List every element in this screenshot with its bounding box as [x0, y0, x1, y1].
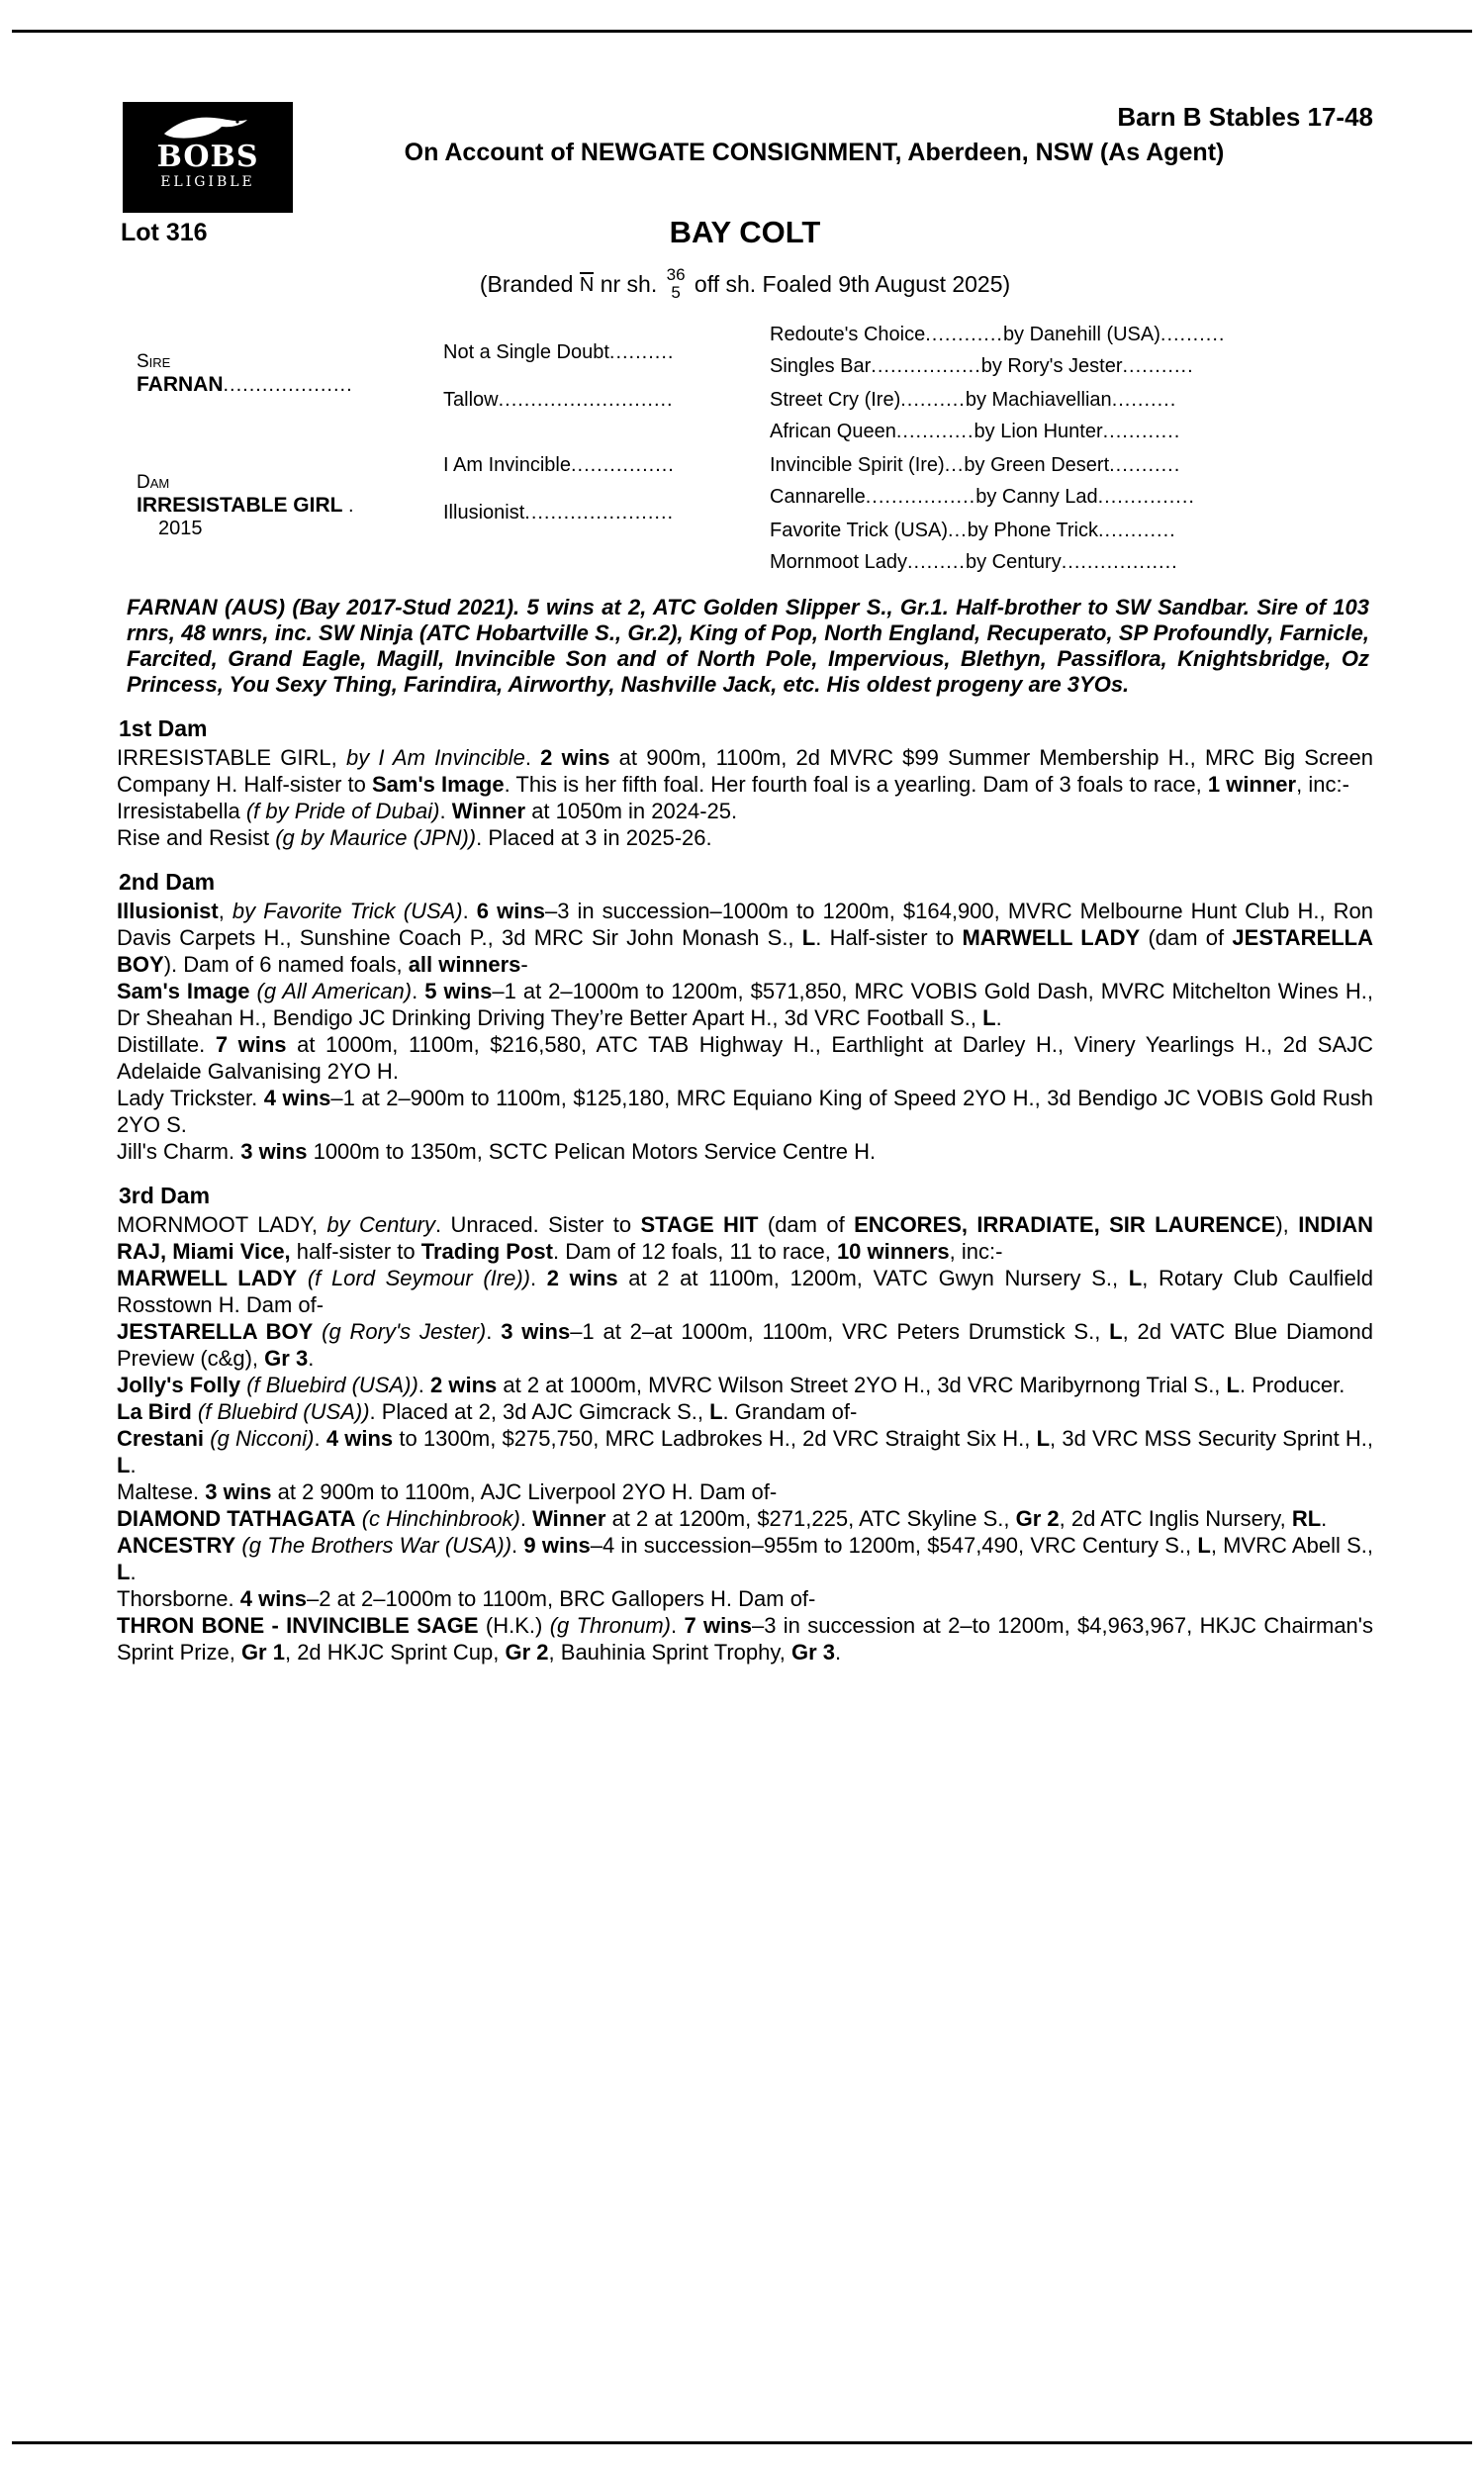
gen3-tail: ............: [1102, 421, 1181, 442]
section-heading: 3rd Dam: [119, 1183, 211, 1208]
pedigree-entry: JESTARELLA BOY (g Rory's Jester). 3 wins–1 at 2–at 1000m, 1100m, VRC Peters Drumstick S., L, 2d VATC Blue Diamond Preview (c&g), Gr 3.: [117, 1319, 1374, 1371]
pedigree-entry: ANCESTRY (g The Brothers War (USA)). 9 wins–4 in succession–955m to 1200m, $547,490, VRC Century S., L, MVRC Abell S., L.: [117, 1533, 1373, 1584]
pedigree-entry: Jill's Charm. 3 wins 1000m to 1350m, SCTC Pelican Motors Service Centre H.: [117, 1139, 877, 1164]
lot-number: Lot 316: [121, 219, 208, 246]
gen2-name: Illusionist: [443, 502, 525, 523]
gen3-by: by Rory's Jester: [980, 355, 1123, 377]
pedigree-entry: Crestani (g Nicconi). 4 wins to 1300m, $275,750, MRC Ladbrokes H., 2d VRC Straight Six H., L, 3d VRC MSS Security Sprint H., L.: [117, 1426, 1374, 1477]
gen2-name: I Am Invincible: [443, 454, 571, 476]
pedigree-entry: La Bird (f Bluebird (USA)). Placed at 2, 3d AJC Gimcrack S., L. Grandam of-: [117, 1399, 858, 1424]
gen2-dots: ................: [570, 454, 675, 476]
dam-name-row: [137, 494, 354, 518]
brand-glyph: N: [579, 274, 595, 297]
section-heading: 2nd Dam: [119, 869, 216, 895]
gen3-dots: ...: [948, 520, 968, 541]
bottom-rule: [12, 2441, 1472, 2444]
barn-stables-label: Barn B Stables 17-48: [1117, 102, 1373, 132]
pedigree-entry: Irresistabella (f by Pride of Dubai). Winner at 1050m in 2024-25.: [117, 799, 738, 823]
pedigree-entry: IRRESISTABLE GIRL, by I Am Invincible. 2 wins at 900m, 1100m, 2d MVRC $99 Summer Membership H., MRC Big Screen Company H. Half-sister to Sam's Image. This is her fifth foal. Her fourth foal is a yearling. Dam of 3 foals to race, 1 winner, inc:-: [117, 745, 1373, 797]
lot-row: [117, 213, 1373, 262]
sire-name: FARNAN: [137, 373, 224, 396]
dam-label: Dam: [137, 472, 170, 493]
gen3-dots: ..........: [900, 389, 966, 411]
gen3-name: Singles Bar: [770, 355, 872, 377]
sire-summary-paragraph: FARNAN (AUS) (Bay 2017-Stud 2021). 5 wins at 2, ATC Golden Slipper S., Gr.1. Half-brother to SW Sandbar. Sire of 103 rnrs, 48 wnrs, inc. SW Ninja (ATC Hobartville S., Gr.2), King of Pop, North England, Recuperato, SP Profoundly, Farnicle, Farcited, Grand Eagle, Magill, Invincible Son and of North Pole, Impervious, Blethyn, Passiflora, Knightsbridge, Oz Princess, You Sexy Thing, Farindira, Airworthy, Nashville Jack, etc. His oldest progeny are 3YOs.: [127, 595, 1369, 697]
gen3-tail: ..........: [1159, 324, 1226, 345]
gen3-by: by Danehill (USA): [1002, 324, 1160, 345]
dam-sections: [117, 715, 1373, 1665]
gen3-tail: ...........: [1122, 355, 1194, 377]
brand-number-top: 36: [666, 265, 686, 284]
pedigree-entry: Illusionist, by Favorite Trick (USA). 6 wins–3 in succession–1000m to 1200m, $164,900, MVRC Melbourne Hunt Club H., Ron Davis Carpets H., Sunshine Coach P., 3d MRC Sir John Monash S., L. Half-sister to MARWELL LADY (dam of JESTARELLA BOY). Dam of 6 named foals, all winners-: [117, 899, 1374, 977]
gen3-by: by Canny Lad: [975, 486, 1098, 508]
sire-name-row: [137, 373, 353, 397]
pedigree-entry: Thorsborne. 4 wins–2 at 2–1000m to 1100m, BRC Gallopers H. Dam of-: [117, 1586, 816, 1611]
gen2-row-1: [443, 341, 674, 364]
gen3-name: Favorite Trick (USA): [770, 520, 949, 541]
bobs-logo-sub: ELIGIBLE: [160, 174, 255, 190]
gen3-row-5: [770, 454, 1180, 477]
gen2-dots: ...........................: [498, 389, 674, 411]
gen3-dots: ............: [895, 421, 974, 442]
pedigree-entry: DIAMOND TATHAGATA (c Hinchinbrook). Winner at 2 at 1200m, $271,225, ATC Skyline S., Gr 2, 2d ATC Inglis Nursery, RL.: [117, 1506, 1328, 1531]
sire-label: Sire: [137, 351, 171, 372]
sire-block: [137, 351, 353, 397]
gen3-tail: ............: [1098, 520, 1176, 541]
gen2-dots: ..........: [608, 341, 675, 363]
brand-number-fraction: [667, 266, 686, 302]
gen3-name: Street Cry (Ire): [770, 389, 901, 411]
gen3-by: by Machiavellian: [965, 389, 1112, 411]
gen3-by: by Century: [965, 551, 1062, 573]
bobs-logo-word: BOBS: [156, 140, 259, 174]
gen2-dots: .......................: [524, 502, 675, 523]
consignment-label: On Account of NEWGATE CONSIGNMENT, Aberdeen, NSW (As Agent): [404, 139, 1225, 166]
header: [117, 74, 1373, 213]
sire-dots: ....................: [223, 374, 353, 396]
gen3-row-8: [770, 551, 1178, 574]
gen3-tail: ...........: [1109, 454, 1181, 476]
gen3-dots: .................: [871, 355, 981, 377]
gen3-dots: .........: [906, 551, 966, 573]
branded-line: [117, 265, 1373, 308]
branded-prefix: (Branded: [479, 271, 574, 298]
gen3-dots: ...: [944, 454, 965, 476]
gen3-row-7: [770, 520, 1176, 542]
section-heading: 1st Dam: [119, 715, 208, 741]
gen3-name: Invincible Spirit (Ire): [770, 454, 945, 476]
gen3-tail: ..................: [1061, 551, 1178, 573]
gen3-by: by Phone Trick: [967, 520, 1098, 541]
gen3-by: by Lion Hunter: [974, 421, 1103, 442]
pedigree-entry: Maltese. 3 wins at 2 900m to 1100m, AJC Liverpool 2YO H. Dam of-: [117, 1479, 778, 1504]
gen3-row-1: [770, 324, 1225, 346]
pedigree-table: [117, 324, 1373, 591]
gen3-name: Redoute's Choice: [770, 324, 926, 345]
page-content: [117, 74, 1373, 1665]
gen3-row-2: [770, 355, 1194, 378]
gen2-row-3: [443, 454, 675, 477]
gen2-name: Tallow: [443, 389, 499, 411]
dam-year: 2015: [158, 518, 203, 539]
top-rule: [12, 30, 1472, 33]
branded-mid: nr sh.: [600, 271, 658, 298]
dam-block: [137, 472, 354, 540]
gen2-row-2: [443, 389, 674, 412]
gen3-tail: ..........: [1111, 389, 1177, 411]
gen3-name: African Queen: [770, 421, 896, 442]
dam-name-dot: .: [348, 495, 354, 517]
gen3-tail: ...............: [1097, 486, 1195, 508]
pedigree-entry: THRON BONE - INVINCIBLE SAGE (H.K.) (g Thronum). 7 wins–3 in succession at 2–to 1200m, $4,963,967, HKJC Chairman's Sprint Prize, Gr 1, 2d HKJC Sprint Cup, Gr 2, Bauhinia Sprint Trophy, Gr 3.: [117, 1613, 1373, 1665]
gen3-dots: .................: [865, 486, 976, 508]
gen3-row-3: [770, 389, 1176, 412]
dam-name: IRRESISTABLE GIRL: [137, 494, 343, 517]
pedigree-entry: MORNMOOT LADY, by Century. Unraced. Sister to STAGE HIT (dam of ENCORES, IRRADIATE, SIR LAURENCE), INDIAN RAJ, Miami Vice, half-sister to Trading Post. Dam of 12 foals, 11 to race, 10 winners, inc:-: [117, 1212, 1373, 1264]
gen2-row-4: [443, 502, 674, 524]
gen3-row-4: [770, 421, 1180, 443]
branded-suffix: off sh. Foaled 9th August 2025): [694, 271, 1011, 298]
gen2-name: Not a Single Doubt: [443, 341, 609, 363]
gen3-name: Mornmoot Lady: [770, 551, 907, 573]
gen3-by: by Green Desert: [964, 454, 1110, 476]
pedigree-entry: Lady Trickster. 4 wins–1 at 2–900m to 1100m, $125,180, MRC Equiano King of Speed 2YO H., 3d Bendigo JC VOBIS Gold Rush 2YO S.: [117, 1086, 1374, 1137]
pedigree-entry: Distillate. 7 wins at 1000m, 1100m, $216,580, ATC TAB Highway H., Earthlight at Darley H., Vinery Yearlings H., 2d SAJC Adelaide Galvanising 2YO H.: [117, 1032, 1374, 1084]
page-title: BAY COLT: [669, 215, 821, 249]
pedigree-entry: MARWELL LADY (f Lord Seymour (Ire)). 2 wins at 2 at 1100m, 1200m, VATC Gwyn Nursery S., L, Rotary Club Caulfield Rosstown H. Dam of-: [117, 1266, 1373, 1317]
pedigree-entry: Rise and Resist (g by Maurice (JPN)). Placed at 3 in 2025-26.: [117, 825, 712, 850]
gen3-row-6: [770, 486, 1195, 509]
brand-number-bottom: 5: [671, 283, 681, 302]
pedigree-entry: Sam's Image (g All American). 5 wins–1 at 2–1000m to 1200m, $571,850, MRC VOBIS Gold Dash, MVRC Mitchelton Wines H., Dr Sheahan H., Bendigo JC Drinking Driving They’re Better Apart H., 3d VRC Football S., L.: [117, 979, 1373, 1030]
gen3-name: Cannarelle: [770, 486, 866, 508]
pedigree-entry: Jolly's Folly (f Bluebird (USA)). 2 wins at 2 at 1000m, MVRC Wilson Street 2YO H., 3d VRC Maribyrnong Trial S., L. Producer.: [117, 1373, 1345, 1397]
gen3-dots: ............: [925, 324, 1003, 345]
